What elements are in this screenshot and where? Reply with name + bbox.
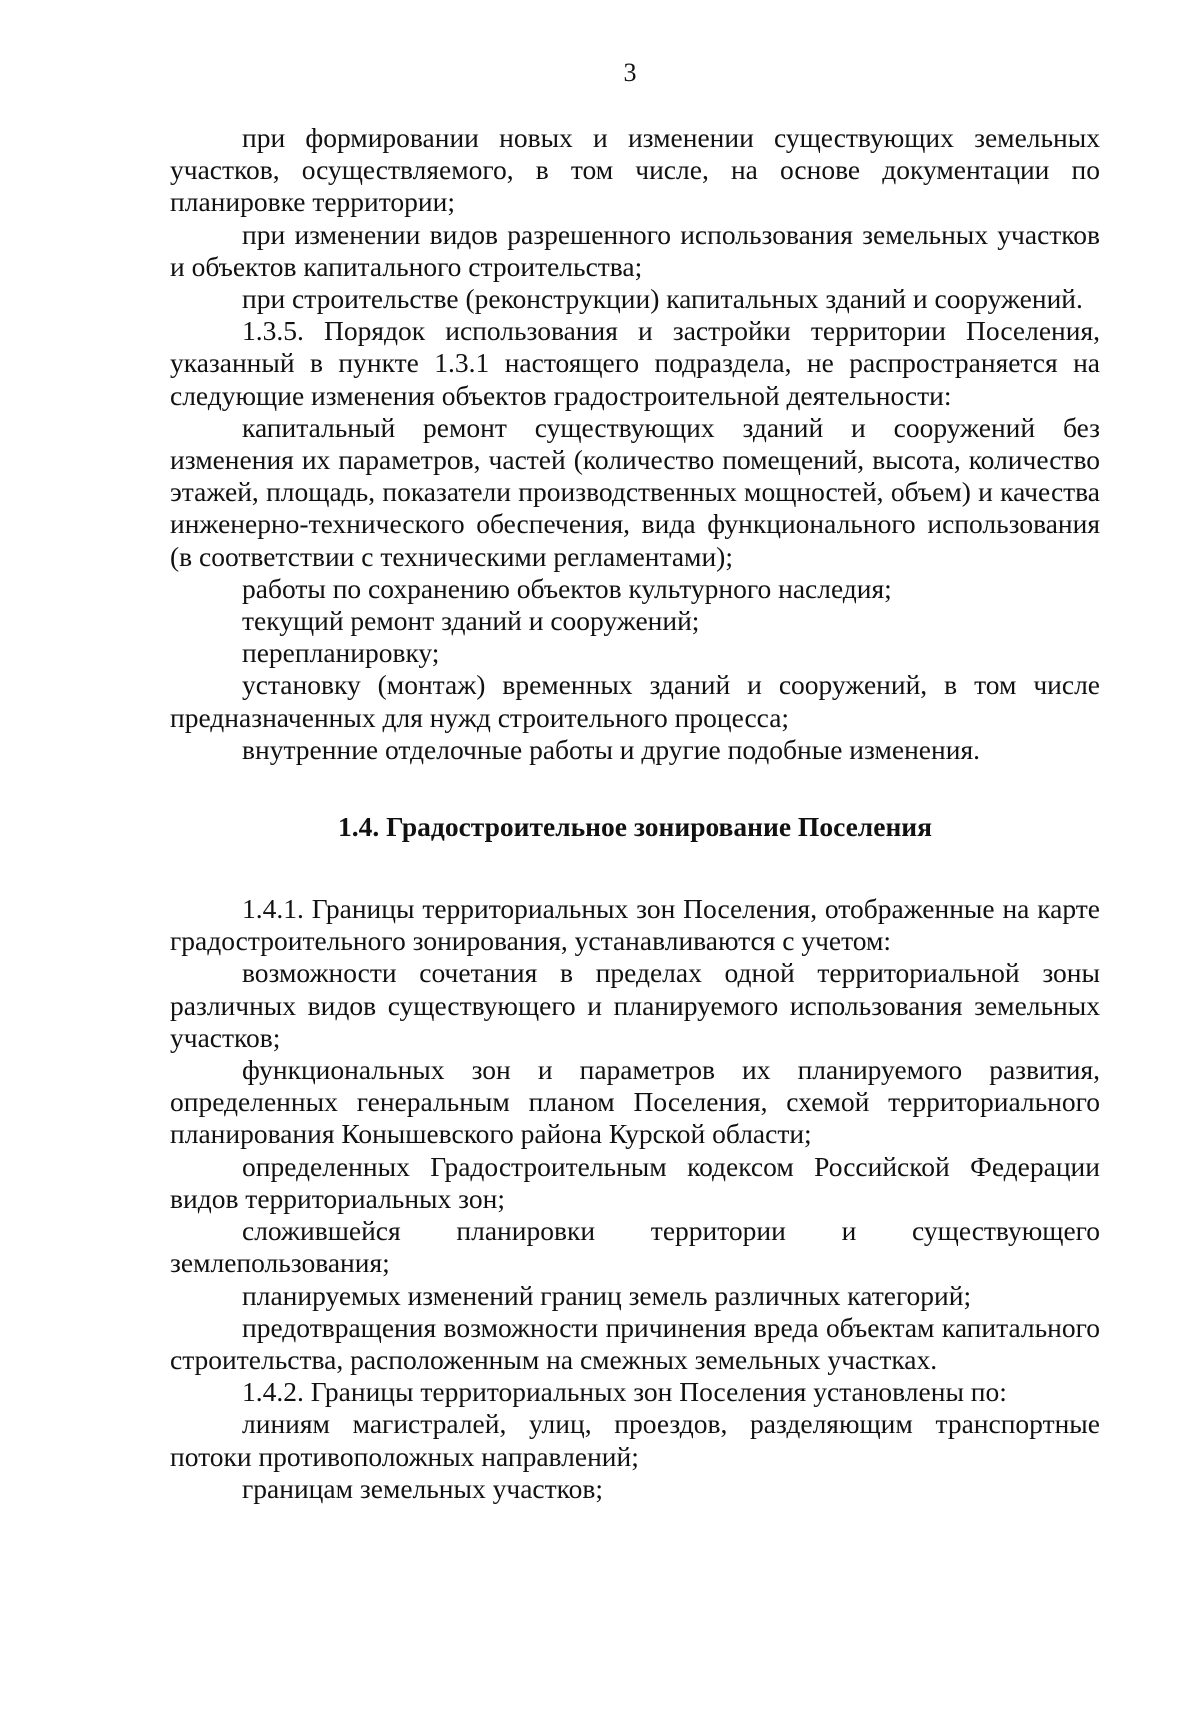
paragraph: 1.4.1. Границы территориальных зон Поселения, отображенные на карте градостроительного зонирования, устанавливаются с учетом: — [170, 893, 1100, 957]
paragraph: установку (монтаж) временных зданий и сооружений, в том числе предназначенных для нужд строительного процесса; — [170, 669, 1100, 733]
paragraph: возможности сочетания в пределах одной территориальной зоны различных видов существующего и планируемого использования земельных участков; — [170, 957, 1100, 1053]
paragraph: капитальный ремонт существующих зданий и сооружений без изменения их параметров, частей (количество помещений, высота, количество этажей, площадь, показатели производственных мощностей, объем) и качества инженерно-технического обеспечения, вида функционального использования (в соответствии с техническими регламентами); — [170, 411, 1100, 572]
section-heading: 1.4. Градостроительное зонирование Поселения — [337, 811, 933, 843]
paragraph: предотвращения возможности причинения вреда объектам капитального строительства, расположенным на смежных земельных участках. — [170, 1311, 1100, 1375]
paragraph: текущий ремонт зданий и сооружений; — [242, 605, 700, 637]
paragraph: внутренние отделочные работы и другие подобные изменения. — [242, 733, 980, 765]
paragraph: сложившейся планировки территории и существующего землепользования; — [170, 1215, 1100, 1279]
paragraph: перепланировку; — [242, 637, 440, 669]
paragraph: планируемых изменений границ земель различных категорий; — [242, 1279, 972, 1311]
paragraph: 1.4.2. Границы территориальных зон Поселения установлены по: — [242, 1376, 1007, 1408]
paragraph: линиям магистралей, улиц, проездов, разделяющим транспортные потоки противоположных направлений; — [170, 1408, 1100, 1472]
paragraph: при изменении видов разрешенного использования земельных участков и объектов капитального строительства; — [170, 218, 1100, 282]
page-number: 3 — [623, 58, 637, 87]
paragraph: 1.3.5. Порядок использования и застройки территории Поселения, указанный в пункте 1.3.1 настоящего подраздела, не распространяется на следующие изменения объектов градостроительной деятельности: — [170, 315, 1100, 411]
paragraph: функциональных зон и параметров их планируемого развития, определенных генеральным планом Поселения, схемой территориального планирования Конышевского района Курской области; — [170, 1054, 1100, 1150]
paragraph: при формировании новых и изменении существующих земельных участков, осуществляемого, в том числе, на основе документации по планировке территории; — [170, 122, 1100, 218]
document-body — [170, 122, 1100, 1505]
paragraph: работы по сохранению объектов культурного наследия; — [242, 572, 892, 604]
paragraph: границам земельных участков; — [242, 1472, 603, 1504]
paragraph: при строительстве (реконструкции) капитальных зданий и сооружений. — [242, 283, 1083, 315]
paragraph: определенных Градостроительным кодексом Российской Федерации видов территориальных зон; — [170, 1150, 1100, 1214]
